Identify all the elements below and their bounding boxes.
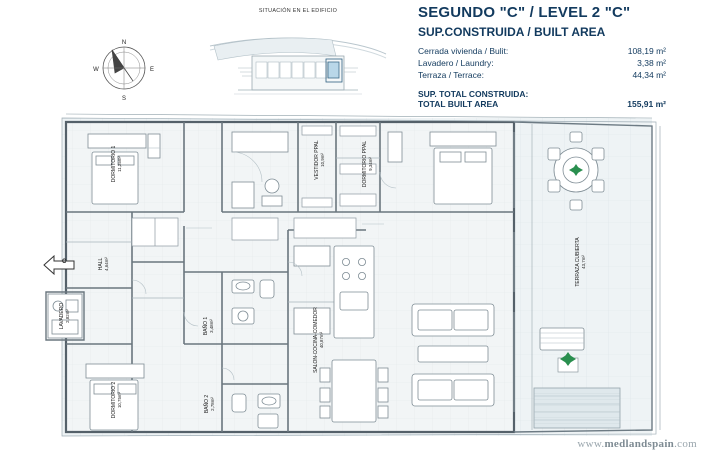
room-label-vestidor-ppal — [314, 140, 326, 179]
compass-rose — [86, 28, 162, 104]
room-name: DORMITORIO PPAL — [362, 140, 369, 188]
total-label-es: SUP. TOTAL CONSTRUIDA: — [418, 89, 529, 99]
table-row — [418, 69, 666, 81]
watermark — [577, 438, 697, 450]
spec-value-laundry: 3,38 m² — [637, 58, 666, 68]
svg-text:N: N — [121, 40, 127, 46]
built-area-subtitle: SUP.CONSTRUIDA / BUILT AREA — [418, 25, 606, 39]
table-row — [418, 57, 666, 69]
room-name: SALON-COCINA-COMEDOR — [313, 307, 320, 373]
floor-plan-drawing — [36, 112, 676, 444]
room-label-dormitorio-2 — [111, 382, 123, 419]
room-label-terraza-cubierta — [575, 237, 587, 286]
room-name: DORMITORIO 1 — [111, 145, 118, 183]
room-label-bano-1 — [203, 317, 215, 335]
total-built-area-line-2 — [418, 99, 666, 109]
total-label-en: TOTAL BUILT AREA — [418, 99, 499, 109]
spec-label-terrace: Terraza / Terrace: — [418, 70, 484, 80]
room-area: 3,48m² — [209, 319, 215, 333]
page-title: SEGUNDO "C" / LEVEL 2 "C" — [418, 4, 631, 21]
table-row — [418, 45, 666, 57]
room-area: 10,75m² — [117, 391, 123, 409]
entry-letter: C — [62, 259, 67, 265]
situation-key-plan — [208, 8, 388, 104]
room-name: BAÑO 2 — [204, 394, 211, 414]
watermark-suffix: .com — [674, 438, 697, 450]
room-area: 11,25m² — [117, 156, 123, 172]
svg-text:E: E — [149, 67, 155, 73]
watermark-prefix: www. — [577, 438, 605, 450]
room-area: 2,82m² — [65, 309, 71, 323]
room-label-salon-cocina-comedor — [313, 307, 325, 373]
total-value: 155,91 m² — [627, 99, 666, 109]
watermark-brand: medlandspain — [604, 438, 675, 450]
room-area: 40,87m² — [319, 331, 325, 349]
situation-title: SITUACIÓN EN EL EDIFICIO — [258, 8, 338, 14]
entry-marker — [42, 252, 78, 278]
room-label-bano-2 — [204, 395, 216, 413]
total-built-area-line-1 — [418, 89, 666, 99]
header-block — [418, 4, 702, 109]
room-area: 2,78m² — [210, 397, 216, 411]
room-area: 4,64m² — [104, 257, 110, 271]
room-name: BAÑO 1 — [203, 316, 210, 336]
room-area: 10,9m² — [320, 153, 326, 167]
room-name: HALL — [98, 257, 105, 271]
spec-label-laundry: Lavadero / Laundry: — [418, 58, 494, 68]
room-label-dormitorio-ppal — [362, 141, 374, 187]
room-label-hall — [98, 257, 110, 271]
room-name: DORMITORIO 2 — [111, 381, 118, 419]
room-area: 9,34m² — [368, 157, 374, 171]
spec-value-built: 108,19 m² — [627, 46, 666, 56]
room-name: VESTIDOR PPAL — [314, 140, 321, 180]
total-built-area-block — [418, 89, 666, 109]
area-spec-table — [418, 45, 666, 81]
room-name: TERRAZA CUBIERTA — [575, 237, 582, 287]
spec-label-built: Cerrada vivienda / Bulit: — [418, 46, 509, 56]
svg-text:W: W — [93, 67, 99, 73]
room-label-dormitorio-1 — [111, 146, 123, 183]
room-name: LAVADERO — [59, 302, 66, 330]
situation-diagram — [208, 16, 388, 100]
room-area: 43,7m² — [581, 255, 587, 269]
room-label-lavadero — [59, 303, 71, 330]
svg-text:S: S — [121, 96, 127, 102]
spec-value-terrace: 44,34 m² — [632, 70, 666, 80]
